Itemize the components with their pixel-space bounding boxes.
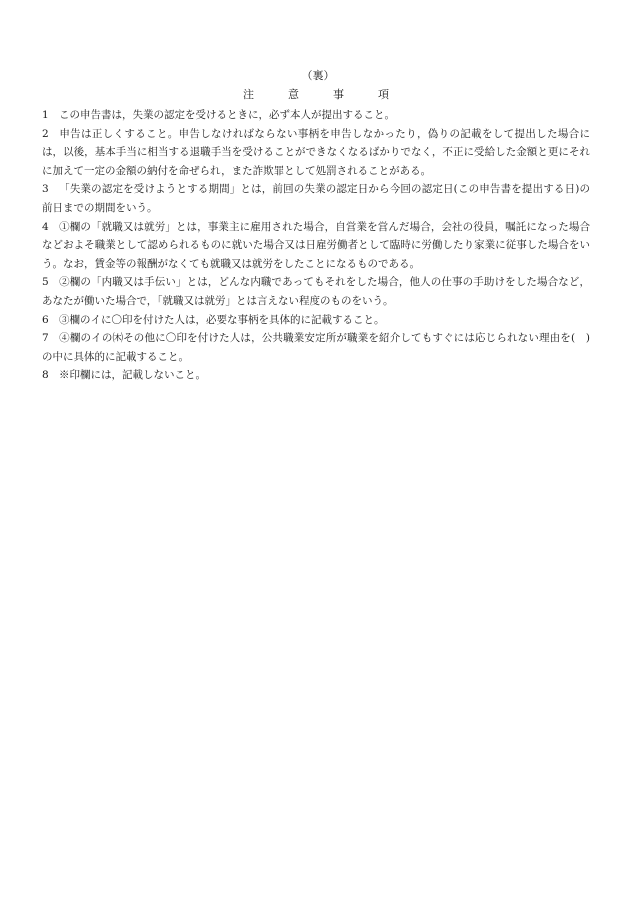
note-item: [42, 366, 590, 385]
note-number: 5: [42, 276, 49, 289]
note-text: 申告は正しくすること。申告しなければならない事柄を申告しなかったり，偽りの記載をして提出した場合には，以後，基本手当に相当する退職手当を受けることができなくなるばかりでなく，不正に受給した金額と更にそれに加えて一定の金額の納付を命ぜられ，また詐欺罪として処罰されることがある。: [42, 127, 590, 177]
note-number: 1: [42, 109, 49, 121]
title-char: 項: [378, 88, 389, 101]
note-number: 3: [42, 183, 49, 196]
note-item: [42, 106, 590, 125]
note-text: この申告書は，失業の認定を受けるときに，必ず本人が提出すること。: [59, 109, 395, 121]
note-item: [42, 218, 590, 274]
title-char: 意: [288, 88, 299, 101]
note-text: ②欄の「内職又は手伝い」とは，どんな内職であってもそれをした場合，他人の仕事の手助けをした場合など，あなたが働いた場合で，「就職又は就労」とは言えない程度のものをいう。: [42, 276, 590, 307]
title-char: 注: [243, 88, 254, 101]
note-item: [42, 125, 590, 181]
note-number: 4: [42, 220, 49, 233]
page-title: [42, 86, 590, 104]
note-number: 7: [42, 332, 49, 345]
note-text: ①欄の「就職又は就労」とは，事業主に雇用された場合，自営業を営んだ場合，会社の役員，嘱託になった場合などおよそ職業として認められるものに就いた場合又は日雇労働者として臨時に労働したり家業に従事した場合をいう。なお，賃金等の報酬がなくても就職又は就労をしたことになるものである。: [42, 220, 590, 270]
title-char: 事: [333, 88, 344, 101]
note-number: 8: [42, 369, 49, 382]
note-text: ③欄のイに〇印を付けた人は，必要な事柄を具体的に記載すること。: [59, 313, 385, 326]
note-item: [42, 311, 590, 330]
note-item: [42, 180, 590, 217]
note-text: ※印欄には，記載しないこと。: [59, 369, 206, 382]
reverse-side-label: （裏）: [301, 69, 335, 82]
note-number: 6: [42, 313, 49, 326]
note-number: 2: [42, 127, 49, 140]
note-text: ④欄のイの㈭その他に〇印を付けた人は，公共職業安定所が職業を紹介してもすぐには応じられない理由を( )の中に具体的に記載すること。: [42, 332, 590, 363]
notes-list: [42, 106, 590, 385]
note-item: [42, 273, 590, 310]
note-text: 「失業の認定を受けようとする期間」とは，前回の失業の認定日から今回の認定日(この申告書を提出する日)の前日までの期間をいう。: [42, 183, 590, 214]
note-item: [42, 329, 590, 366]
notes-page: [42, 68, 590, 385]
